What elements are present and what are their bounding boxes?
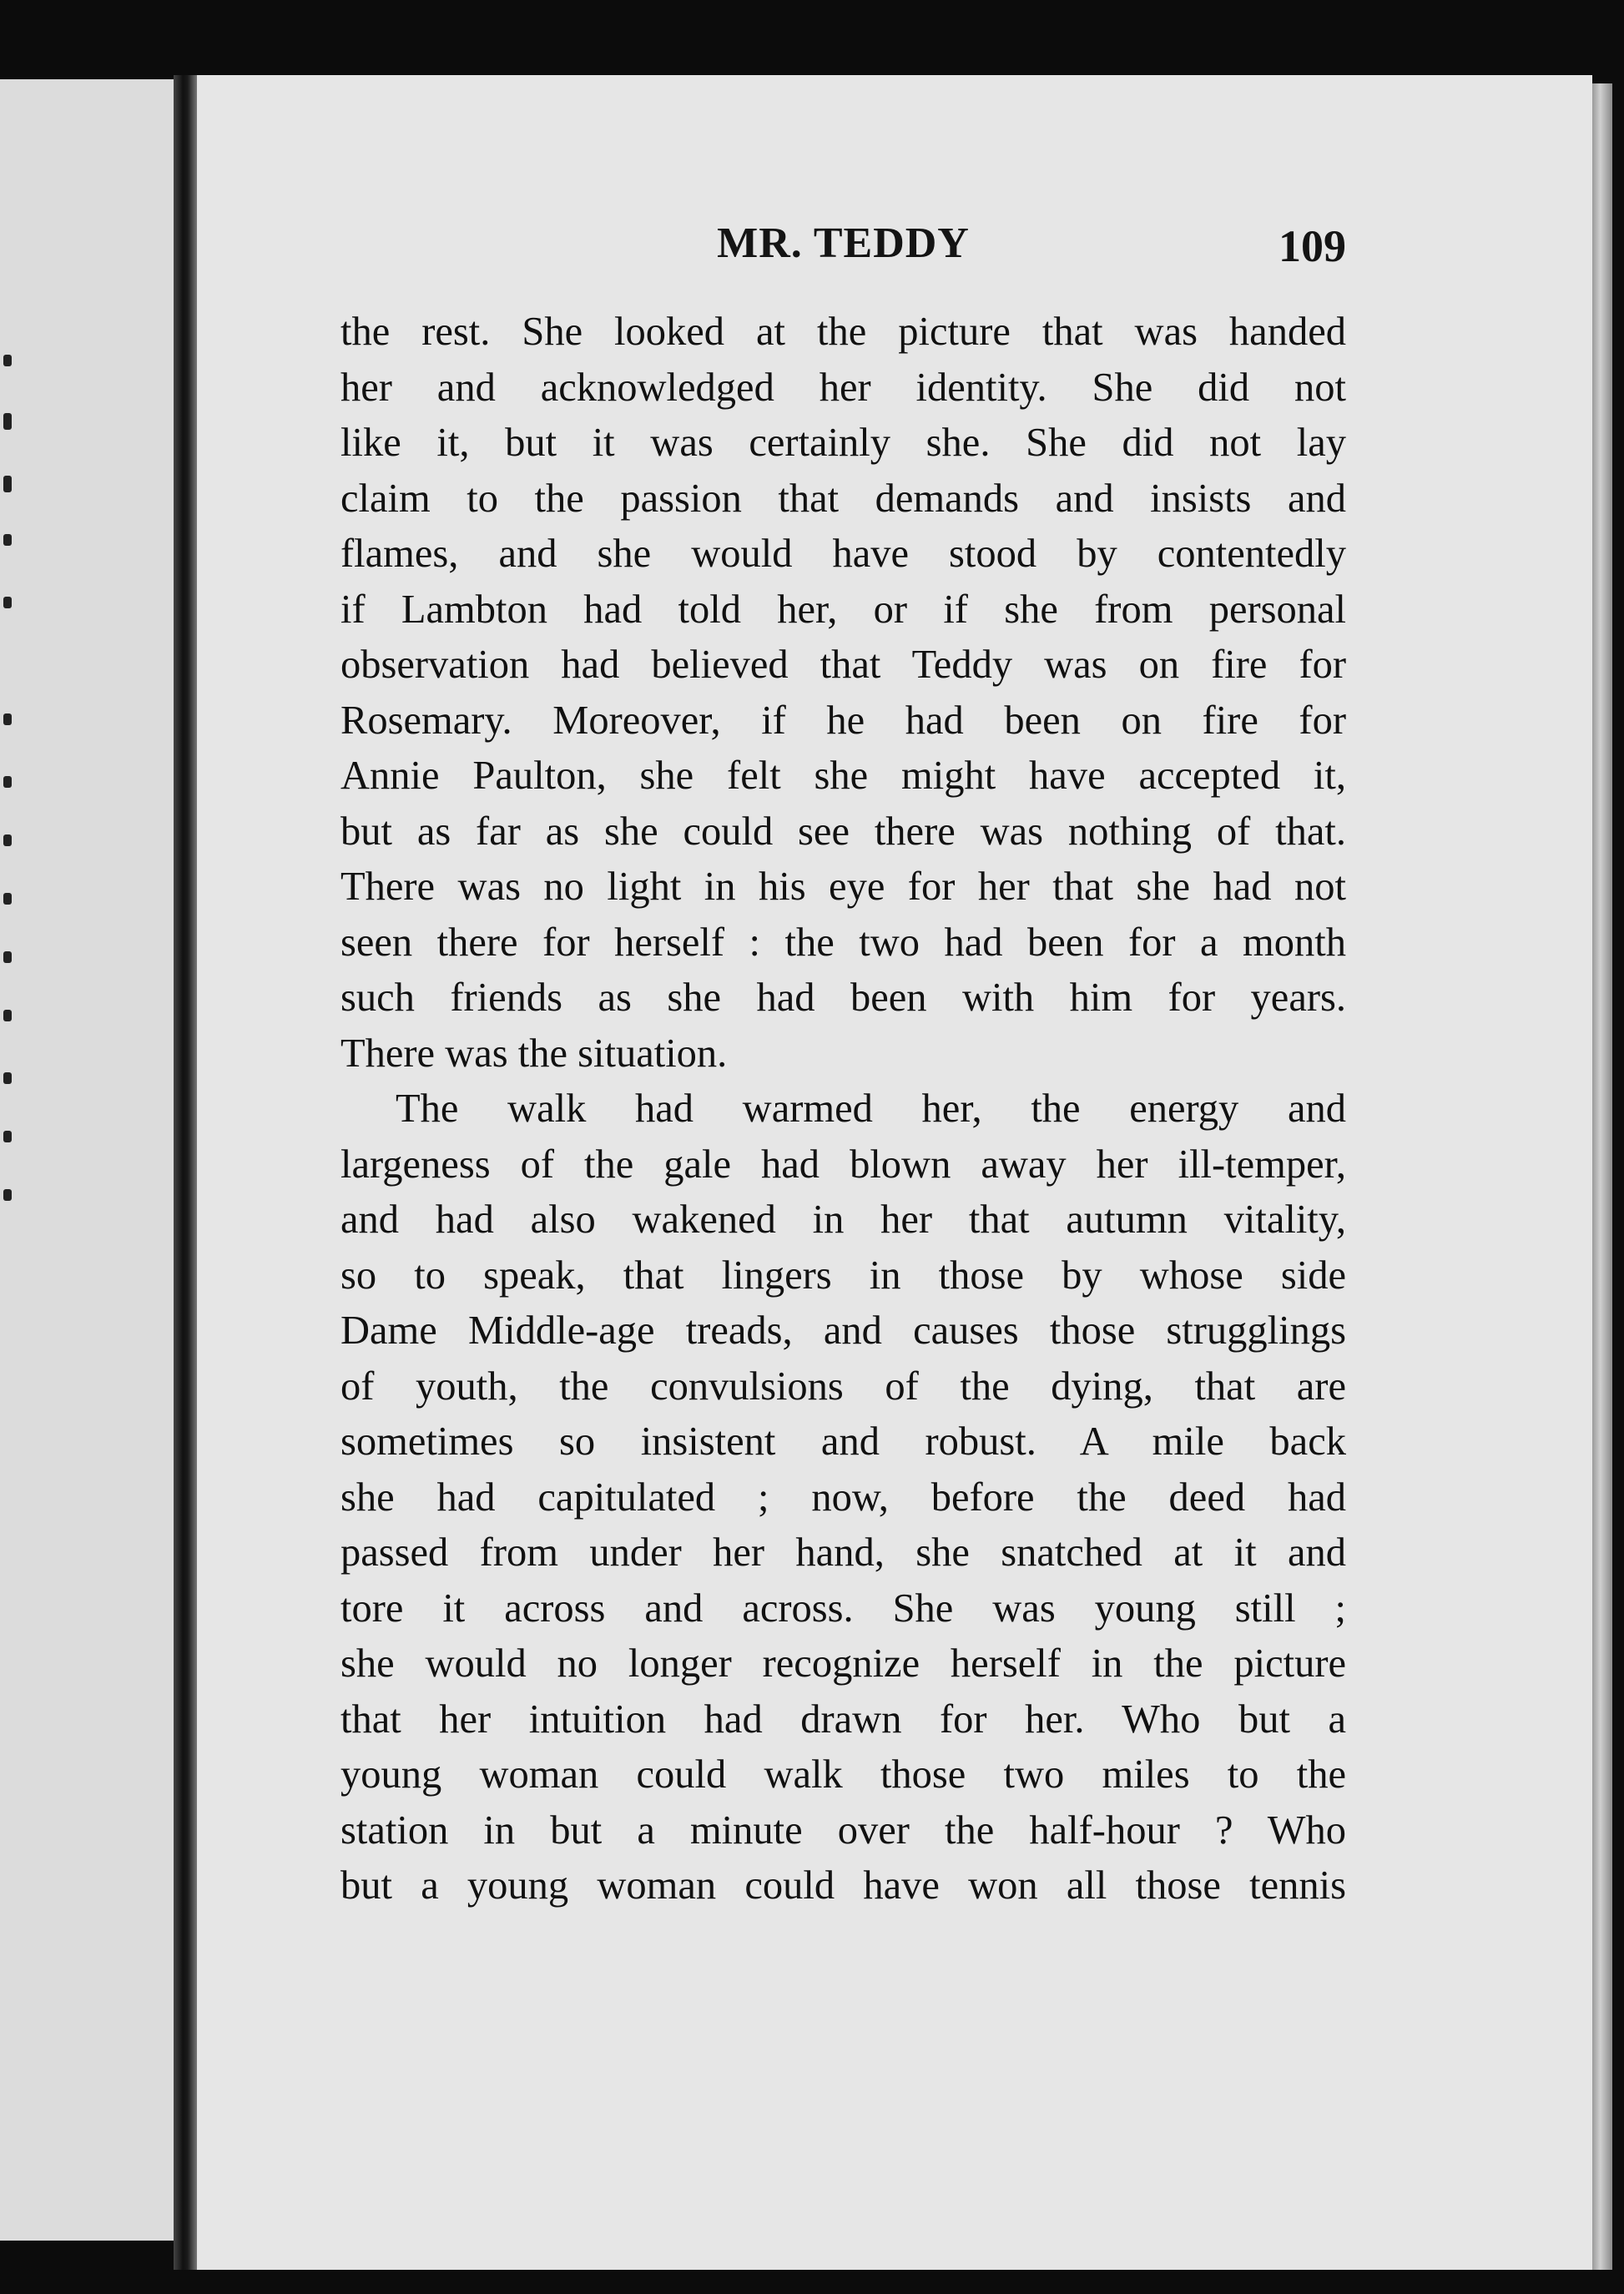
paragraph-start-line: The walk had warmed her, the energy and [396, 1086, 1346, 1131]
text-line: largeness of the gale had blown away her ill-temper, [340, 1142, 1346, 1187]
text-line: seen there for herself : the two had been for a month [340, 920, 1346, 965]
text-line: the rest. She looked at the picture that was handed [340, 310, 1346, 354]
text-line: her and acknowledged her identity. She did not [340, 365, 1346, 410]
text-line: if Lambton had told her, or if she from personal [340, 587, 1346, 632]
text-line: station in but a minute over the half-hour ? Who [340, 1807, 1346, 1853]
text-line: observation had believed that Teddy was on fire for [340, 643, 1346, 687]
text-line: Dame Middle-age treads, and causes those strugglings [340, 1308, 1346, 1353]
facing-page-edge [0, 79, 185, 2241]
text-line: tore it across and across. She was young still ; [340, 1586, 1346, 1631]
book-gutter [174, 75, 197, 2270]
text-line: Annie Paulton, she felt she might have accepted it, [340, 754, 1346, 798]
text-line: of youth, the convulsions of the dying, that are [340, 1364, 1346, 1409]
text-line: but a young woman could have won all those tennis [340, 1863, 1346, 1908]
text-line: she had capitulated ; now, before the deed had [340, 1475, 1346, 1520]
text-line: and had also wakened in her that autumn vitality, [340, 1197, 1346, 1242]
text-line: she would no longer recognize herself in the picture [340, 1641, 1346, 1686]
page-right-edge [1592, 83, 1612, 2270]
text-line: claim to the passion that demands and insists and [340, 476, 1346, 521]
text-line: like it, but it was certainly she. She did not lay [340, 421, 1346, 465]
text-line: Rosemary. Moreover, if he had been on fire for [340, 698, 1346, 743]
text-line: that her intuition had drawn for her. Who but a [340, 1697, 1346, 1742]
text-line: flames, and she would have stood by contentedly [340, 532, 1346, 576]
text-line: but as far as she could see there was nothing of that. [340, 809, 1346, 854]
text-line: such friends as she had been with him for years. [340, 976, 1346, 1020]
facing-page-text-fragments [0, 79, 15, 2241]
running-title: MR. TEDDY [717, 219, 970, 267]
text-line: young woman could walk those two miles to the [340, 1752, 1346, 1797]
text-line: There was no light in his eye for her that she had not [340, 865, 1346, 909]
body-text [340, 305, 1346, 1914]
page-number: 109 [1279, 221, 1346, 271]
paragraph-end-line: There was the situation. [340, 1031, 728, 1076]
running-head [340, 219, 1346, 277]
text-line: so to speak, that lingers in those by whose side [340, 1253, 1346, 1298]
text-line: passed from under her hand, she snatched at it and [340, 1530, 1346, 1575]
text-line: sometimes so insistent and robust. A mile back [340, 1419, 1346, 1464]
